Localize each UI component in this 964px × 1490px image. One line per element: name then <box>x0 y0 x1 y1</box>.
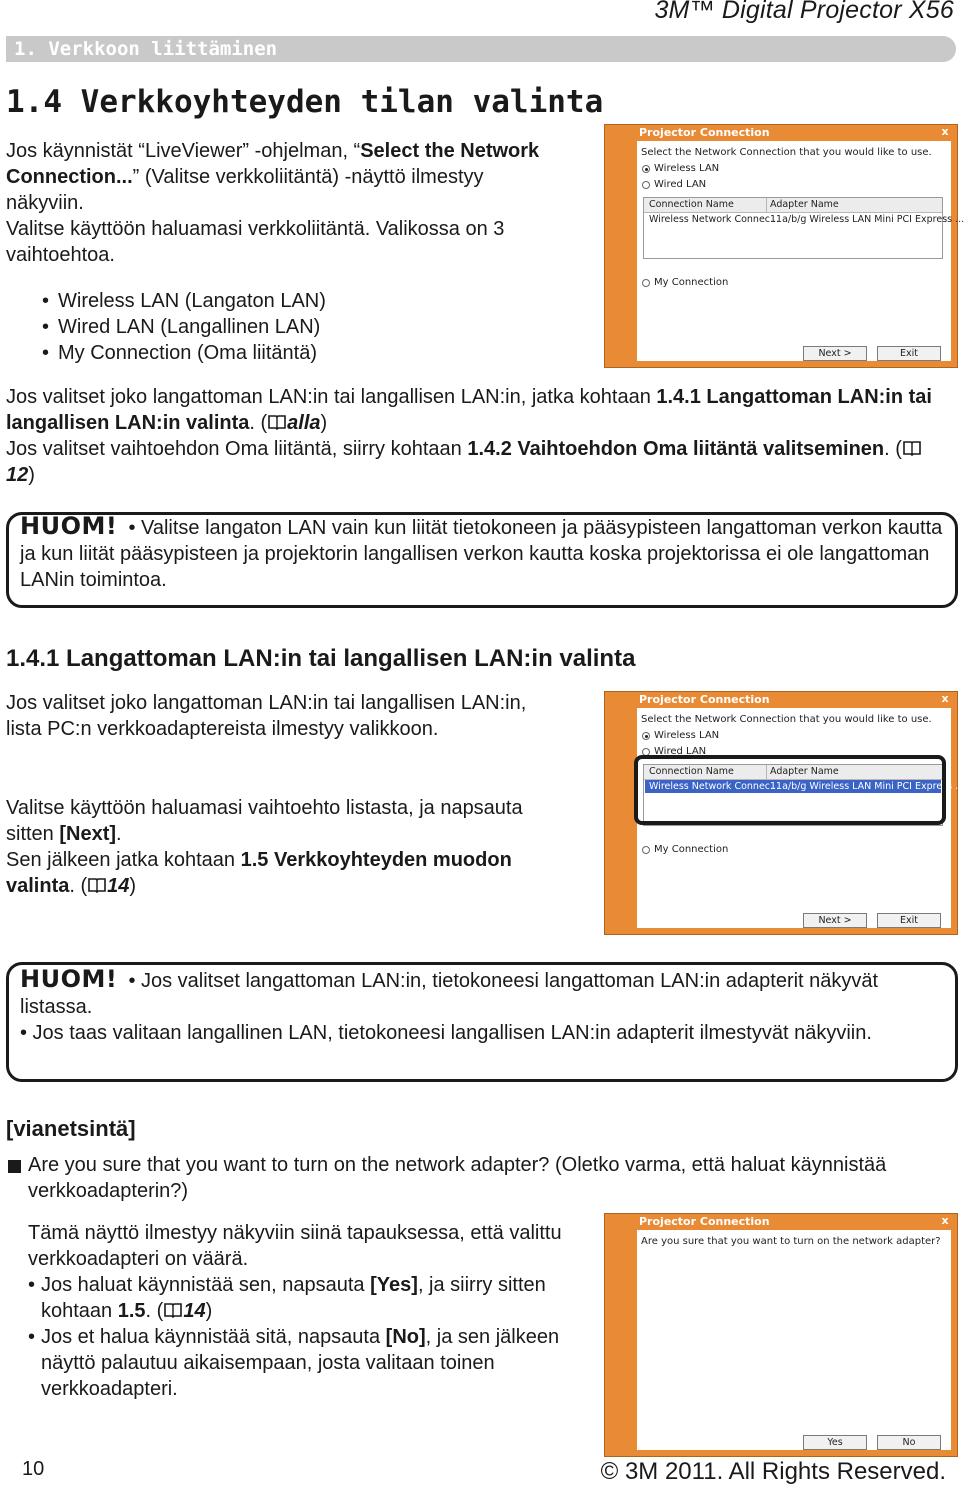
radio-label-wireless: Wireless LAN <box>654 730 720 741</box>
adapter-connection-name[interactable]: Wireless Network Connec... <box>649 214 780 225</box>
p3-text: Sen jälkeen jatka kohtaan <box>6 849 241 871</box>
intro-paragraph <box>6 138 566 268</box>
radio-wired-lan[interactable] <box>642 181 650 189</box>
yes-ref: [Yes] <box>370 1274 418 1296</box>
close-icon[interactable]: x <box>941 692 949 705</box>
close-icon[interactable]: x <box>941 125 949 138</box>
book-icon <box>88 877 106 893</box>
dialog-title: Projector Connection <box>639 126 770 139</box>
troubleshoot-bullet-yes <box>28 1272 588 1324</box>
radio-label-my-connection: My Connection <box>654 277 729 288</box>
column-divider <box>766 198 767 212</box>
dialog-body <box>637 141 964 361</box>
adapter-name[interactable]: 11a/b/g Wireless LAN Mini PCI Express ... <box>770 214 964 225</box>
dialog-prompt: Are you sure that you want to turn on the network adapter? <box>641 1236 941 1247</box>
page-number: 10 <box>22 1458 45 1480</box>
yes-end: ) <box>205 1300 213 1322</box>
followup-text-3: ) <box>320 412 328 434</box>
no-button[interactable]: No <box>877 1435 941 1450</box>
note-label: HUOM! <box>20 965 118 993</box>
column-header-connection[interactable]: Connection Name <box>649 766 734 777</box>
p2-text: Valitse käyttöön haluamasi vaihtoehto listasta, ja napsauta sitten <box>6 797 523 845</box>
note-1-text: • Valitse langaton LAN vain kun liität tietokoneen ja pääsypisteen langattoman verkon kautta ja kun liität pääsypisteen ja projektorin langallisen verkon kautta koska projektorissa ei ole langattoman LANin toimintoa. <box>20 517 943 591</box>
dialog-title: Projector Connection <box>639 1215 770 1228</box>
subsection-paragraph-1: Jos valitset joko langattoman LAN:in tai langallisen LAN:in, lista PC:n verkkoadaptereista ilmestyy valikkoon. <box>6 692 527 740</box>
adapter-list[interactable] <box>643 197 964 259</box>
next-button[interactable]: Next > <box>803 346 867 361</box>
troubleshoot-title: [vianetsintä] <box>6 1116 136 1141</box>
link-15: 1.5 Verkkoyhteyden muodon valinta <box>6 849 512 897</box>
troubleshoot-bullets <box>28 1272 588 1402</box>
square-bullet <box>8 1160 21 1173</box>
option-item: • My Connection (Oma liitäntä) <box>42 340 542 366</box>
p2-end: . <box>116 823 122 845</box>
troubleshoot-bullet-no <box>28 1324 588 1402</box>
followup-text-2: . ( <box>249 412 268 434</box>
intro-text-3: Valitse käyttöön haluamasi verkkoliitäntä. Valikossa on 3 vaihtoehtoa. <box>6 218 505 266</box>
option-list <box>42 288 542 366</box>
adapter-list-header <box>644 198 942 213</box>
radio-wireless-lan[interactable] <box>642 165 650 173</box>
column-header-adapter[interactable]: Adapter Name <box>770 766 839 777</box>
radio-label-wired: Wired LAN <box>654 179 707 190</box>
followup-link-141: 1.4.1 Langattoman LAN:in tai langallisen LAN:in valinta <box>6 386 932 434</box>
adapter-name[interactable]: 11a/b/g Wireless LAN Mini PCI Express ... <box>770 781 964 792</box>
yes-text: Jos haluat käynnistää sen, napsauta <box>41 1274 371 1296</box>
note-2-line-2: • Jos taas valitaan langallinen LAN, tietokoneesi langallisen LAN:in adapterit ilmestyvät näkyviin. <box>20 1022 872 1044</box>
yes-text-2: , ja siirry sitten kohtaan <box>41 1274 546 1322</box>
note-label: HUOM! <box>20 512 118 540</box>
dialog-title: Projector Connection <box>639 693 770 706</box>
chapter-title: 1. Verkkoon liittäminen <box>14 38 278 60</box>
bullet-dot: • <box>28 1326 36 1348</box>
book-icon <box>903 440 921 456</box>
radio-label-wireless: Wireless LAN <box>654 163 720 174</box>
section-title: 1.4 Verkkoyhteyden tilan valinta <box>6 84 604 120</box>
followup-text-5: . ( <box>884 438 902 460</box>
note-2-line-1: • Jos valitset langattoman LAN:in, tietokoneesi langattoman LAN:in adapterit näkyvät listassa. <box>20 970 879 1018</box>
dialog-body <box>637 1230 951 1450</box>
troubleshoot-question: Are you sure that you want to turn on the network adapter? (Oletko varma, että haluat käynnistää verkkoadapterin?) <box>28 1154 887 1202</box>
option-item: • Wired LAN (Langallinen LAN) <box>42 314 542 340</box>
link-15: 1.5 <box>117 1300 146 1322</box>
intro-text-1: Jos käynnistät “LiveViewer” -ohjelman, “ <box>6 140 361 162</box>
followup-text-1: Jos valitset joko langattoman LAN:in tai langallisen LAN:in, jatka kohtaan <box>6 386 657 408</box>
radio-my-connection[interactable] <box>642 279 650 287</box>
book-icon <box>268 414 286 430</box>
no-text-2: , ja sen jälkeen näyttö palautuu aikaisempaan, josta valitaan toinen verkkoadapteri. <box>41 1326 560 1400</box>
followup-link-142: 1.4.2 Vaihtoehdon Oma liitäntä valitseminen <box>467 438 885 460</box>
page-ref-14[interactable]: 14 <box>107 875 130 897</box>
subsection-paragraph-2 <box>6 795 566 899</box>
page-ref-12[interactable]: 12 <box>6 464 29 486</box>
bullet-dot: • <box>28 1274 36 1296</box>
radio-label-my-connection: My Connection <box>654 844 729 855</box>
troubleshoot-paragraph: Tämä näyttö ilmestyy näkyviin siinä tapauksessa, että valittu verkkoadapteri on väärä. <box>28 1222 562 1270</box>
yes-text-3: . ( <box>145 1300 164 1322</box>
column-header-adapter[interactable]: Adapter Name <box>770 199 839 210</box>
dialog-prompt: Select the Network Connection that you would like to use. <box>641 147 932 158</box>
exit-button[interactable]: Exit <box>877 346 941 361</box>
page-ref-below[interactable]: alla <box>287 412 321 434</box>
intro-bold: Select the Network Connection... <box>6 140 540 188</box>
option-item: • Wireless LAN (Langaton LAN) <box>42 288 542 314</box>
book-icon <box>164 1302 182 1318</box>
followup-text-6: ) <box>28 464 35 486</box>
radio-wireless-lan[interactable] <box>642 732 650 740</box>
subsection-title: 1.4.1 Langattoman LAN:in tai langallisen LAN:in valinta <box>6 645 636 672</box>
highlight-ring <box>634 755 964 825</box>
radio-label-wired: Wired LAN <box>654 746 707 757</box>
product-title: 3M™ Digital Projector X56 <box>654 0 954 24</box>
exit-button[interactable]: Exit <box>877 913 941 928</box>
note-2-content <box>20 966 940 1046</box>
followup-paragraph <box>6 384 936 488</box>
next-ref: [Next] <box>59 823 117 845</box>
p3-text-2: . ( <box>69 875 88 897</box>
no-text: Jos et halua käynnistää sitä, napsauta <box>41 1326 386 1348</box>
note-1-content <box>20 513 950 593</box>
column-header-connection[interactable]: Connection Name <box>649 199 734 210</box>
intro-text-2: ” (Valitse verkkoliitäntä) -näyttö ilmestyy näkyviin. <box>6 166 484 214</box>
close-icon[interactable]: x <box>941 1214 949 1227</box>
copyright: © 3M 2011. All Rights Reserved. <box>600 1458 946 1485</box>
radio-my-connection[interactable] <box>642 846 650 854</box>
page-ref-14[interactable]: 14 <box>183 1300 206 1322</box>
no-ref: [No] <box>385 1326 426 1348</box>
p3-end: ) <box>129 875 137 897</box>
dialog-network-select <box>604 124 964 368</box>
next-button[interactable]: Next > <box>803 913 867 928</box>
adapter-connection-name[interactable]: Wireless Network Connec... <box>649 781 780 792</box>
followup-text-4: Jos valitset vaihtoehdon Oma liitäntä, siirry kohtaan <box>6 438 468 460</box>
yes-button[interactable]: Yes <box>803 1435 867 1450</box>
dialog-prompt: Select the Network Connection that you would like to use. <box>641 714 932 725</box>
dialog-confirm-adapter <box>604 1213 958 1457</box>
